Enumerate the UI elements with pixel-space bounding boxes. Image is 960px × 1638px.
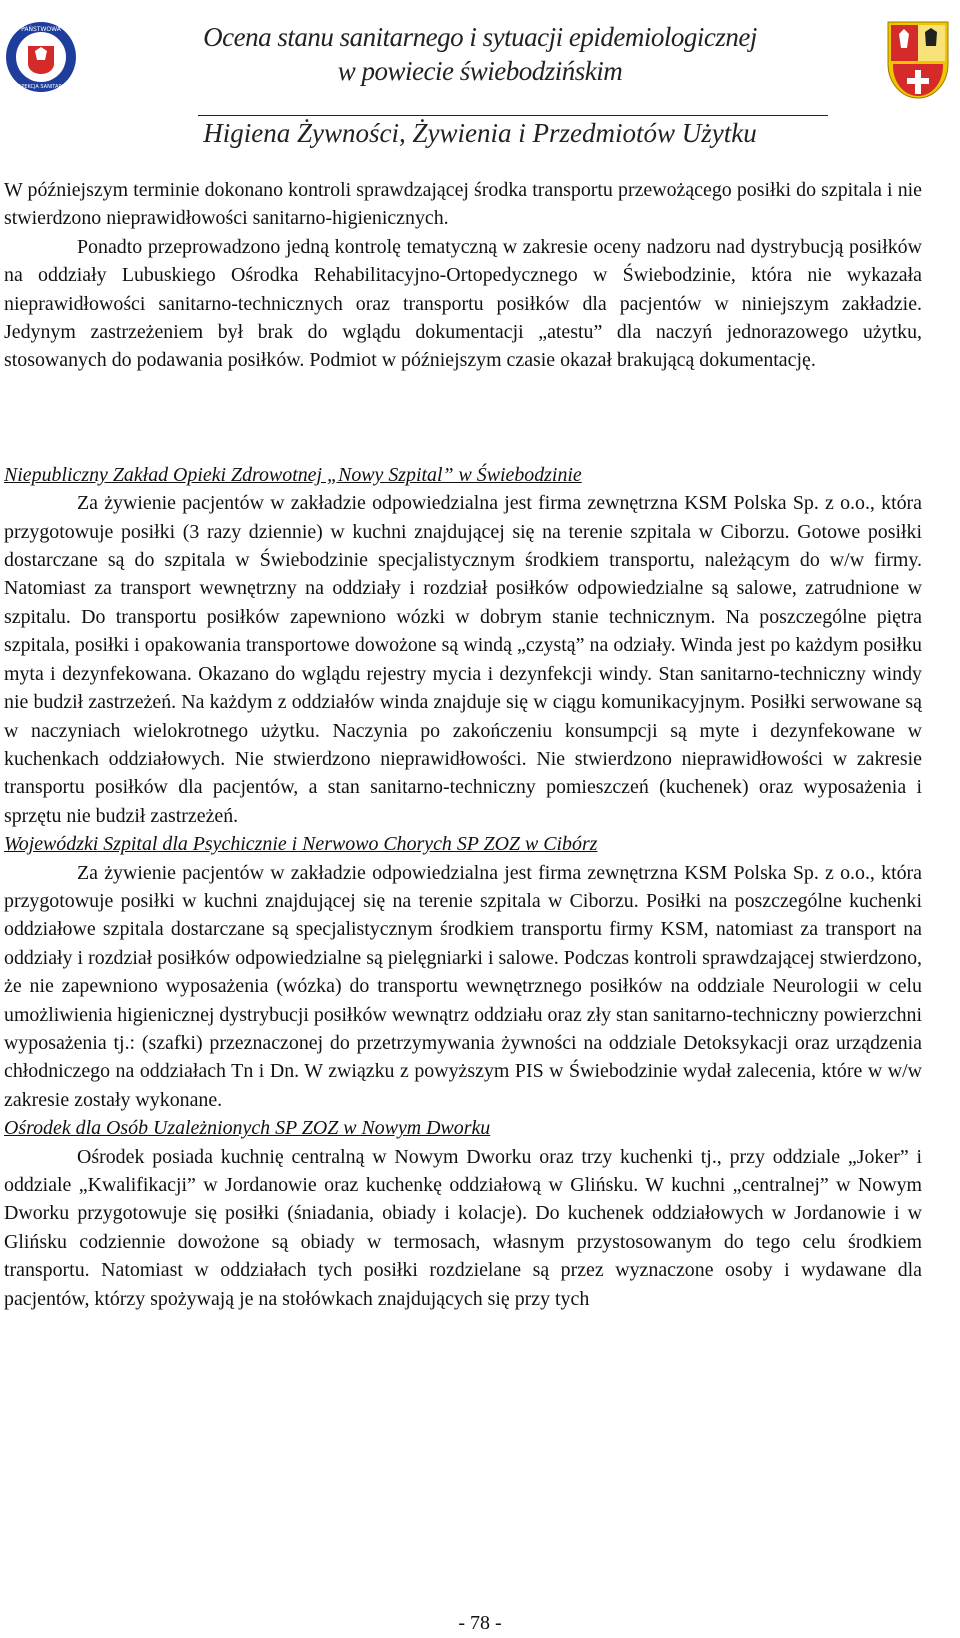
section-title-nowy-dworek: Ośrodek dla Osób Uzależnionych SP ZOZ w Nowym Dworku — [4, 1117, 491, 1140]
county-coat-of-arms-icon — [885, 18, 951, 102]
section-text-nowy-dworek: Ośrodek posiada kuchnię centralną w Nowym Dworku oraz trzy kuchenki tj., przy oddziale „Joker” i oddziale „Kwalifikacji” w Jordanowie oraz kuchenkę oddziałową w Glińsku. W kuchni „centralnej” w Nowym Dworku przygotowuje się posiłki (śniadania, obiady i kolacje). Do kuchenek oddziałowych w Jordanowie i w Glińsku codziennie dowożone są obiady w termosach, własnym przystosowanym do tego celu środkiem transportu. Natomiast w oddziałach tych posiłki rozdzielane są przez wyznaczone osoby i wydawane dla pacjentów, którzy spożywają je na stołówkach znajdujących się przy tych — [4, 1145, 922, 1310]
svg-text:PAŃSTWOWA: PAŃSTWOWA — [21, 26, 61, 33]
header-title-line-1: Ocena stanu sanitarnego i sytuacji epidemiologicznej — [203, 22, 757, 52]
page-header — [0, 0, 960, 150]
document-body — [4, 176, 922, 1313]
page-number: - 78 - — [458, 1612, 502, 1634]
section-title-cibórz-hospital: Wojewódzki Szpital dla Psychicznie i Nerwowo Chorych SP ZOZ w Cibórz — [4, 833, 598, 856]
header-title-line-2: w powiecie świebodzińskim — [337, 56, 623, 86]
spacer — [4, 375, 922, 461]
paragraph-thematic-control: Ponadto przeprowadzono jedną kontrolę tematyczną w zakresie oceny nadzoru nad dystrybucją posiłków na oddziały Lubuskiego Ośrodka Rehabilitacyjno-Ortopedycznego w Świebodzinie, która nie wykazała nieprawidłowości sanitarno-technicznych oraz transportu posiłków dla pacjentów w niniejszym zakładzie. Jedynym zastrzeżeniem był brak do wglądu dokumentacji „atestu” dla naczyń jednorazowego użytku, stosowanych do podawania posiłków. Podmiot w późniejszym czasie okazał brakującą dokumentację. — [4, 235, 922, 372]
section-text-cibórz-hospital: Za żywienie pacjentów w zakładzie odpowiedzialna jest firma zewnętrzna KSM Polska Sp. z o.o., która przygotowuje posiłki w kuchni znajdującej się na terenie szpitala w Ciborzu. Posiłki na poszczególne kuchenki oddziałowe szpitala dostarczane są specjalistycznym środkiem transportu firmy KSM, natomiast za transport na oddziały i rozdział posiłków odpowiedzialne są pielęgniarki i salowe. Podczas kontroli sprawdzającej stwierdzono, że nie zapewniono wyposażenia (wózka) do transportu wewnętrznego posiłków na oddziale Neurologii w celu umożliwienia higienicznej dystrybucji posiłków wewnątrz oddziału oraz zły stan sanitarno-techniczny powierzchni wyposażenia tj.: (szafki) przeznaczonej do przetrzymywania żywności na oddziale Detoksykacji oraz urządzenia chłodniczego na oddziałach Tn i Dn. W związku z powyższym PIS w Świebodzinie wydał zalecenia, które w w/w zakresie zostały wykonane. — [4, 861, 922, 1111]
header-subtitle: Higiena Żywności, Żywienia i Przedmiotów Użytku — [203, 118, 757, 148]
paragraph-transport-check: W późniejszym terminie dokonano kontroli sprawdzającej środka transportu przewożącego posiłki do szpitala i nie stwierdzono nieprawidłowości sanitarno-higienicznych. — [4, 179, 922, 230]
section-title-nowy-szpital: Niepubliczny Zakład Opieki Zdrowotnej „Nowy Szpital” w Świebodzinie — [4, 463, 582, 486]
sanitary-inspection-logo-icon — [4, 20, 78, 94]
section-text-nowy-szpital: Za żywienie pacjentów w zakładzie odpowiedzialna jest firma zewnętrzna KSM Polska Sp. z o.o., która przygotowuje posiłki (3 razy dziennie) w kuchni znajdującej się na terenie szpitala w Ciborzu. Gotowe posiłki dostarczane są do szpitala w Świebodzinie specjalistycznym środkiem transportu, należącym do w/w firmy. Natomiast za transport wewnętrzny na oddziały i rozdział posiłków odpowiedzialne są salowe, zatrudnione w szpitalu. Do transportu posiłków zapewniono wózki w dobrym stanie technicznym. Na poszczególne piętra szpitala, posiłki i opakowania transportowe dowożone są windą „czystą” na odziały. Winda jest po każdym posiłku myta i dezynfekowana. Okazano do wglądu rejestry mycia i dezynfekcji windy. Stan sanitarno-techniczny windy nie budził zastrzeżeń. Na każdym z oddziałów winda znajduje się w ciągu komunikacyjnym. Posiłki serwowane są w naczyniach wielokrotnego użytku. Naczynia po zakończeniu konsumpcji są myte i dezynfekowane w kuchenkach oddziałowych. Nie stwierdzono nieprawidłowości. Nie stwierdzono nieprawidłowości w zakresie transportu posiłków dla pacjentów, a stan sanitarno-techniczny pomieszczeń (kuchenek) oraz wyposażenia i sprzętu nie budził zastrzeżeń. — [4, 492, 922, 827]
svg-text:INSPEKCJA SANITARNA: INSPEKCJA SANITARNA — [12, 84, 70, 90]
